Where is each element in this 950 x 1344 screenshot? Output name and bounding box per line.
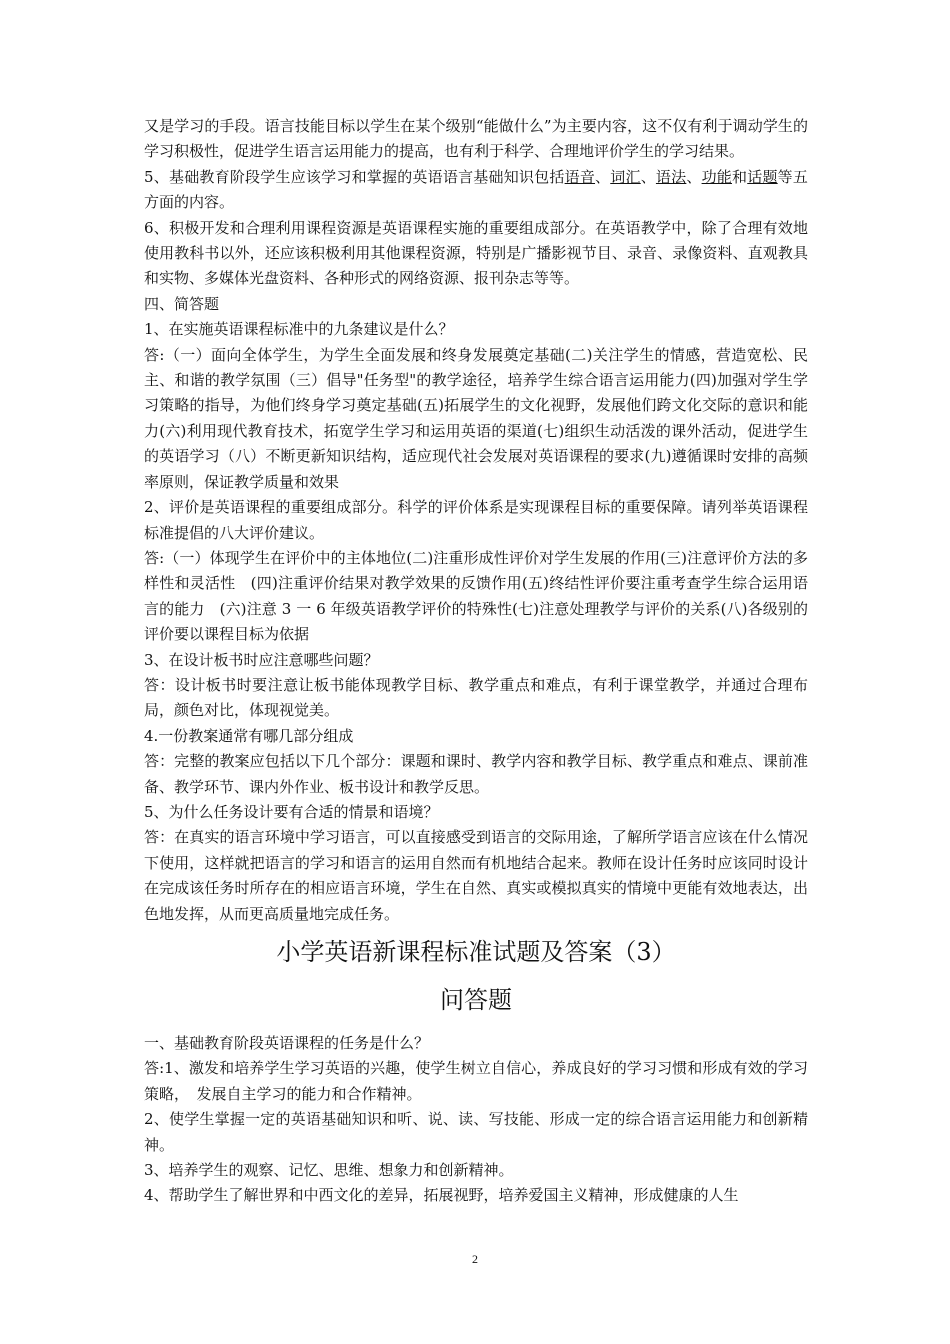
question-2: 2、评价是英语课程的重要组成部分。科学的评价体系是实现课程目标的重要保障。请列举英语课程标准提倡的八大评价建议。: [144, 498, 808, 542]
answer-2: 答:（一）体现学生在评价中的主体地位(二)注重形成性评价对学生发展的作用(三)注意评价方法的多样性和灵活性 (四)注重评价结果对教学效果的反馈作用(五)终结性评价要注重考查学生综合运用语言的能力 (六)注意 3 一 6 年级英语教学评价的特殊性(七)注意处理教学与评价的关系(八)各级别的评价要以课程目标为依据: [144, 548, 808, 644]
paragraph-language-skills: 又是学习的手段。语言技能目标以学生在某个级别“能做什么”为主要内容，这不仅有利于调动学生的学习积极性，促进学生语言运用能力的提高，也有利于科学、合理地评价学生的学习结果。: [144, 117, 808, 161]
question-course-task: 一、基础教育阶段英语课程的任务是什么？: [144, 1034, 430, 1052]
answer-item-4: 4、帮助学生了解世界和中西文化的差异，拓展视野，培养爱国主义精神，形成健康的人生: [144, 1186, 739, 1205]
question-3: 3、在设计板书时应注意哪些问题？: [144, 650, 379, 669]
question-1: 1、在实施英语课程标准中的九条建议是什么？: [144, 320, 454, 339]
page-number: 2: [472, 1252, 478, 1266]
text: 5、基础教育阶段学生应该学习和掌握的英语语言基础知识包括: [144, 167, 565, 186]
question-4: 4.一份教案通常有哪几部分组成: [144, 726, 354, 745]
text: 等五方面的内容。: [144, 167, 808, 212]
paragraph-item-5: [144, 165, 808, 216]
paragraph-item-6: 6、积极开发和合理利用课程资源是英语课程实施的重要组成部分。在英语教学中，除了合理有效地使用教科书以外，还应该积极利用其他课程资源，特别是广播影视节目、录音、录像资料、直观教具和实物、多媒体光盘资料、各种形式的网络资源、报刊杂志等等。: [144, 218, 808, 288]
answer-item-3: 3、培养学生的观察、记忆、思维、想象力和创新精神。: [144, 1161, 514, 1180]
separator: 、: [686, 167, 702, 186]
answer-5: 答：在真实的语言环境中学习语言，可以直接感受到语言的交际用途，了解所学语言应该在什么情况下使用，这样就把语言的学习和语言的运用自然而有机地结合起来。教师在设计任务时应该同时设计在完成该任务时所存在的相应语言环境，学生在自然、真实或模拟真实的情境中更能有效地表达，出色地发挥，从而更高质量地完成任务。: [144, 828, 808, 923]
separator: 、: [595, 167, 611, 186]
answer-3: 答：设计板书时要注意让板书能体现教学目标、教学重点和难点，有利于课堂教学，并通过合理布局，颜色对比，体现视觉美。: [144, 675, 808, 720]
keyword-function: 功能: [701, 167, 733, 186]
question-5: 5、为什么任务设计要有合适的情景和语境？: [144, 802, 439, 821]
document-title: 小学英语新课程标准试题及答案（3）: [276, 938, 676, 966]
separator: 、: [640, 167, 656, 186]
answer-1: 答:（一）面向全体学生，为学生全面发展和终身发展奠定基础(二)关注学生的情感，营造宽松、民主、和谐的教学氛围（三）倡导"任务型"的教学途径，培养学生综合语言运用能力(四)加强对学生学习策略的指导，为他们终身学习奠定基础(五)拓展学生的文化视野，发展他们跨文化交际的意识和能力(六)利用现代教育技术，拓宽学生学习和运用英语的渠道(七)组织生动活泼的课外活动，促进学生的英语学习（八）不断更新知识结构，适应现代社会发展对英语课程的要求(九)遵循课时安排的高频率原则，保证教学质量和效果: [144, 345, 808, 491]
answer-item-1: 答:1、激发和培养学生学习英语的兴趣，使学生树立自信心，养成良好的学习习惯和形成有效的学习策略， 发展自主学习的能力和合作精神。: [144, 1059, 808, 1103]
keyword-vocabulary: 词汇: [610, 167, 641, 186]
keyword-topic: 话题: [747, 167, 778, 186]
answer-item-2: 2、使学生掌握一定的英语基础知识和听、说、读、写技能、形成一定的综合语言运用能力和创新精神。: [144, 1110, 808, 1154]
page-body: [144, 114, 808, 1209]
keyword-pronunciation: 语音: [564, 167, 596, 186]
separator: 和: [732, 167, 748, 186]
section-subtitle: 问答题: [440, 986, 512, 1014]
answer-4: 答：完整的教案应包括以下几个部分：课题和课时、教学内容和教学目标、教学重点和难点、课前准备、教学环节、课内外作业、板书设计和教学反思。: [144, 752, 808, 796]
keyword-grammar: 语法: [655, 167, 687, 186]
section-heading-short-answer: 四、简答题: [144, 294, 220, 313]
